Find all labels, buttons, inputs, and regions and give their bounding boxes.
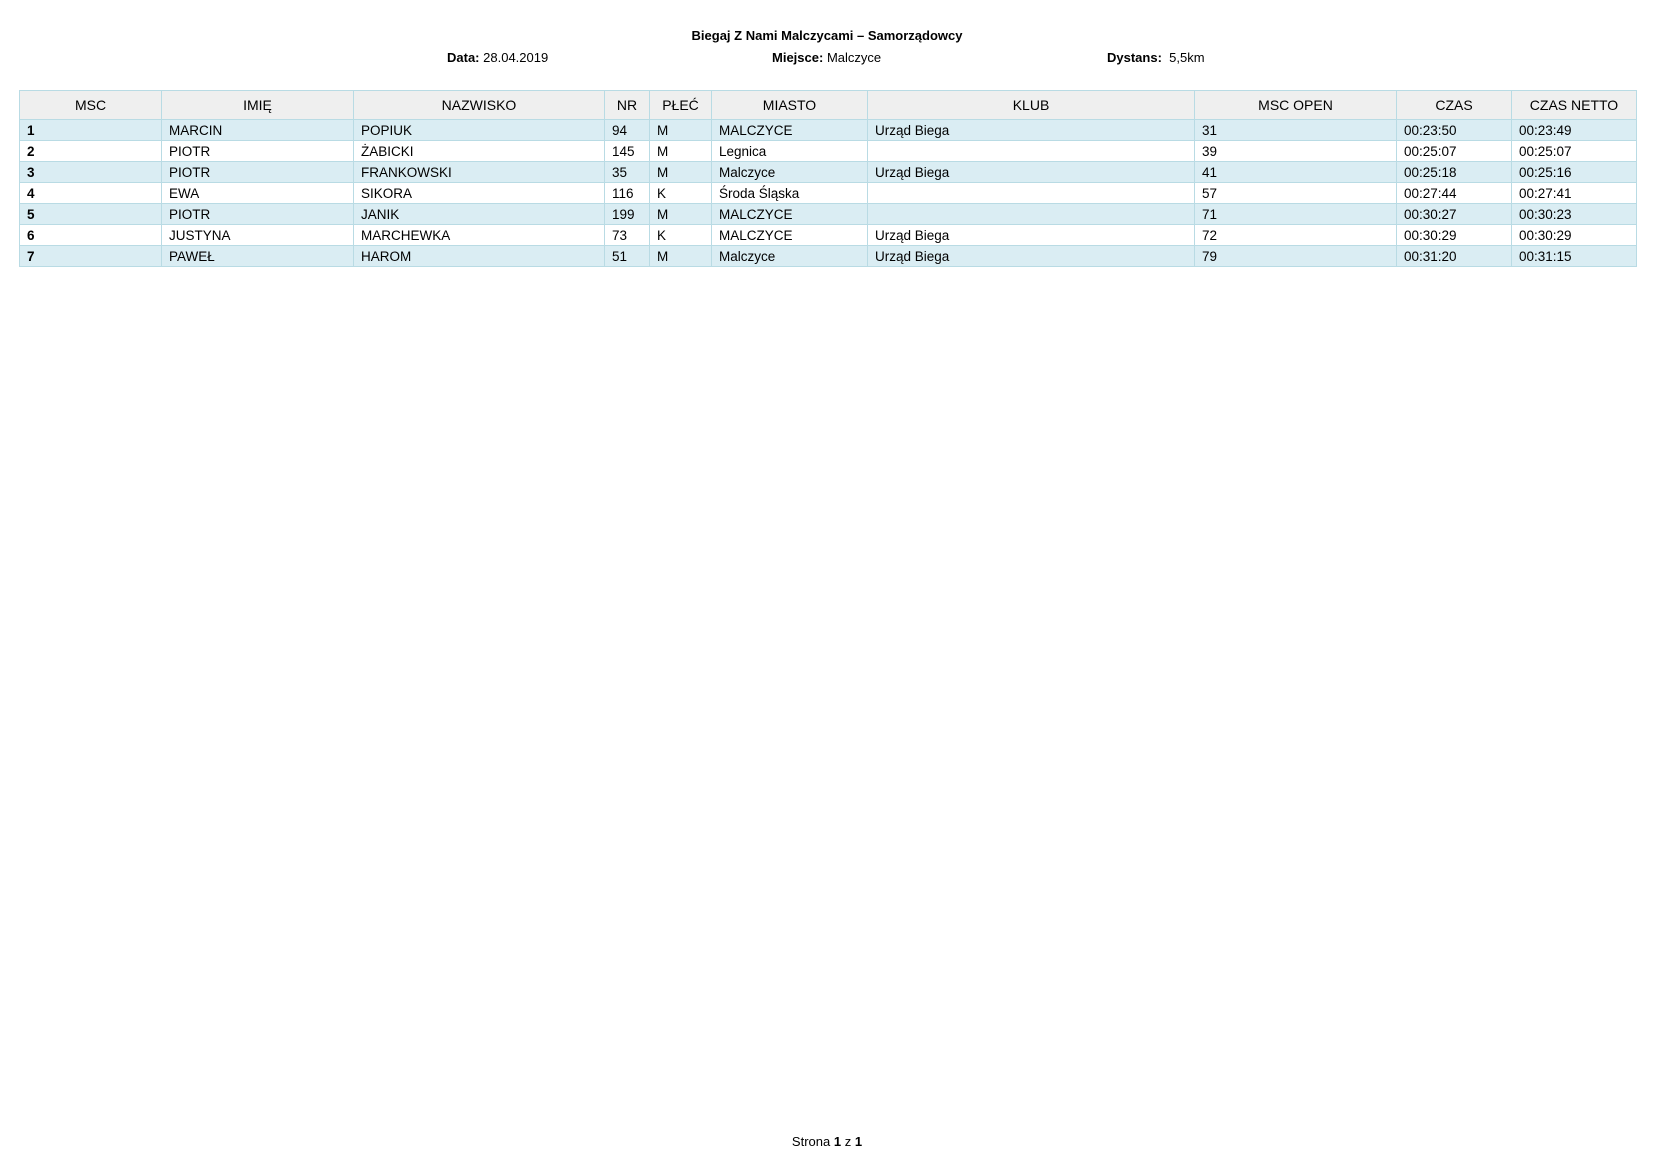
cell-time: 00:25:18 [1397, 162, 1512, 183]
cell-bib-number: 145 [605, 141, 650, 162]
column-header-imie: IMIĘ [162, 91, 354, 120]
cell-city: MALCZYCE [712, 225, 868, 246]
cell-city: Malczyce [712, 162, 868, 183]
cell-last-name: POPIUK [354, 120, 605, 141]
cell-city: Środa Śląska [712, 183, 868, 204]
cell-club [868, 183, 1195, 204]
cell-position: 1 [20, 120, 162, 141]
cell-time: 00:27:44 [1397, 183, 1512, 204]
cell-net-time: 00:27:41 [1512, 183, 1637, 204]
cell-first-name: PAWEŁ [162, 246, 354, 267]
cell-gender: M [650, 120, 712, 141]
table-row [20, 225, 1637, 246]
cell-first-name: PIOTR [162, 141, 354, 162]
cell-open-position: 71 [1195, 204, 1397, 225]
column-header-nazwisko: NAZWISKO [354, 91, 605, 120]
cell-open-position: 79 [1195, 246, 1397, 267]
cell-gender: K [650, 183, 712, 204]
column-header-miasto: MIASTO [712, 91, 868, 120]
cell-net-time: 00:31:15 [1512, 246, 1637, 267]
cell-club: Urząd Biega [868, 162, 1195, 183]
race-distance [1107, 50, 1205, 65]
cell-open-position: 57 [1195, 183, 1397, 204]
cell-bib-number: 35 [605, 162, 650, 183]
cell-gender: M [650, 141, 712, 162]
cell-first-name: PIOTR [162, 162, 354, 183]
table-row [20, 162, 1637, 183]
page-total: 1 [854, 1134, 863, 1149]
distance-label: Dystans: [1107, 50, 1162, 65]
cell-last-name: ŻABICKI [354, 141, 605, 162]
table-row [20, 204, 1637, 225]
cell-city: Legnica [712, 141, 868, 162]
cell-last-name: MARCHEWKA [354, 225, 605, 246]
race-place [772, 50, 881, 65]
place-value: Malczyce [826, 50, 882, 65]
cell-last-name: SIKORA [354, 183, 605, 204]
column-header-czas: CZAS [1397, 91, 1512, 120]
cell-bib-number: 116 [605, 183, 650, 204]
cell-net-time: 00:30:23 [1512, 204, 1637, 225]
cell-club: Urząd Biega [868, 225, 1195, 246]
document-title: Biegaj Z Nami Malczycami – Samorządowcy [691, 28, 963, 43]
cell-position: 2 [20, 141, 162, 162]
cell-first-name: JUSTYNA [162, 225, 354, 246]
cell-position: 6 [20, 225, 162, 246]
cell-net-time: 00:30:29 [1512, 225, 1637, 246]
cell-time: 00:30:27 [1397, 204, 1512, 225]
column-header-plec: PŁEĆ [650, 91, 712, 120]
race-date [447, 50, 548, 65]
cell-city: MALCZYCE [712, 120, 868, 141]
cell-club: Urząd Biega [868, 120, 1195, 141]
cell-bib-number: 94 [605, 120, 650, 141]
cell-net-time: 00:23:49 [1512, 120, 1637, 141]
cell-net-time: 00:25:07 [1512, 141, 1637, 162]
cell-bib-number: 199 [605, 204, 650, 225]
column-header-msc: MSC [20, 91, 162, 120]
cell-position: 5 [20, 204, 162, 225]
cell-gender: M [650, 162, 712, 183]
table-row [20, 120, 1637, 141]
cell-position: 3 [20, 162, 162, 183]
cell-gender: M [650, 246, 712, 267]
cell-net-time: 00:25:16 [1512, 162, 1637, 183]
cell-time: 00:31:20 [1397, 246, 1512, 267]
cell-position: 4 [20, 183, 162, 204]
table-row [20, 141, 1637, 162]
cell-first-name: EWA [162, 183, 354, 204]
cell-time: 00:25:07 [1397, 141, 1512, 162]
table-row [20, 183, 1637, 204]
cell-open-position: 41 [1195, 162, 1397, 183]
cell-city: MALCZYCE [712, 204, 868, 225]
page-separator: z [844, 1134, 852, 1149]
column-header-czas-netto: CZAS NETTO [1512, 91, 1637, 120]
results-table [19, 90, 1637, 267]
cell-city: Malczyce [712, 246, 868, 267]
cell-last-name: FRANKOWSKI [354, 162, 605, 183]
page-footer [0, 1134, 1654, 1149]
cell-open-position: 39 [1195, 141, 1397, 162]
date-value: 28.04.2019 [483, 50, 549, 65]
cell-time: 00:23:50 [1397, 120, 1512, 141]
cell-open-position: 31 [1195, 120, 1397, 141]
column-header-msc-open: MSC OPEN [1195, 91, 1397, 120]
cell-gender: K [650, 225, 712, 246]
cell-club [868, 204, 1195, 225]
page-current: 1 [833, 1134, 842, 1149]
cell-gender: M [650, 204, 712, 225]
cell-club: Urząd Biega [868, 246, 1195, 267]
cell-time: 00:30:29 [1397, 225, 1512, 246]
cell-first-name: MARCIN [162, 120, 354, 141]
cell-first-name: PIOTR [162, 204, 354, 225]
cell-last-name: JANIK [354, 204, 605, 225]
distance-value: 5,5km [1169, 50, 1205, 65]
cell-bib-number: 73 [605, 225, 650, 246]
place-label: Miejsce: [772, 50, 824, 65]
cell-position: 7 [20, 246, 162, 267]
table-header-row [20, 91, 1637, 120]
cell-club [868, 141, 1195, 162]
column-header-klub: KLUB [868, 91, 1195, 120]
page-prefix: Strona [791, 1134, 831, 1149]
date-label: Data: [447, 50, 480, 65]
cell-open-position: 72 [1195, 225, 1397, 246]
cell-last-name: HAROM [354, 246, 605, 267]
column-header-nr: NR [605, 91, 650, 120]
table-row [20, 246, 1637, 267]
cell-bib-number: 51 [605, 246, 650, 267]
